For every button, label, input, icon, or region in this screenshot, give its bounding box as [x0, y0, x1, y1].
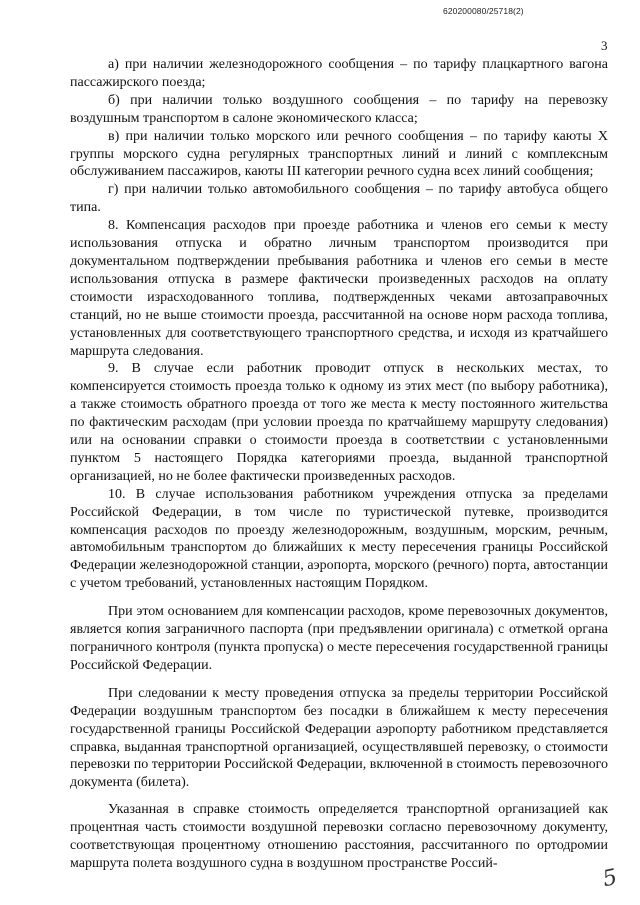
page-number: 3	[601, 38, 608, 53]
list-item-a: а) при наличии железнодорожного сообщения – по тарифу плацкартного вагона пассажирского поезда;	[70, 57, 608, 90]
document-body	[70, 56, 608, 873]
list-item-c: в) при наличии только морского или речного сообщения – по тарифу каюты X группы морского судна регулярных транспортных линий и линий с комплексным обслуживанием пассажиров, каюты III категории речного судна всех линий сообщения;	[70, 128, 608, 180]
paragraph-8: 8. Компенсация расходов при проезде работника и членов его семьи к месту использования отпуска и обратно личным транспортом производится при документальном подтверждении пребывания работника и членов его семьи в месте использования отпуска в размере фактически произведенных расходов на оплату стоимости израсходованного топлива, подтвержденных чеками автозаправочных станций, но не выше стоимости проезда, рассчитанной на основе норм расхода топлива, установленных для соответствующего транспортного средства, и исходя из кратчайшего маршрута следования.	[70, 218, 608, 359]
paragraph-cost-calculation: Указанная в справке стоимость определяется транспортной организацией как процентная часть стоимости воздушной перевозки согласно перевозочному документу, соответствующая процентному отношению расстояния, рассчитанного по ортодромии маршрута полета воздушного судна в воздушном пространстве Россий-	[70, 802, 608, 871]
document-code: 620200080/25718(2)	[443, 6, 524, 16]
paragraph-air-travel: При следовании к месту проведения отпуска за пределы территории Российской Федерации воздушным транспортом без посадки в ближайшем к месту пересечения государственной границы Российской Федерации аэропорту работником представляется справка, выданная транспортной организацией, осуществлявшей перевозку, о стоимости перевозки по территории Российской Федерации, включенной в стоимость перевозочного документа (билета).	[70, 685, 608, 791]
paragraph-basis: При этом основанием для компенсации расходов, кроме перевозочных документов, является копия заграничного паспорта (при предъявлении оригинала) с отметкой органа пограничного контроля (пункта пропуска) о месте пересечения государственной границы Российской Федерации.	[70, 604, 608, 673]
paragraph-9: 9. В случае если работник проводит отпуск в нескольких местах, то компенсируется стоимость проезда только к одному из этих мест (по выбору работника), а также стоимость обратного проезда от того же места к месту постоянного жительства по фактическим расходам (при условии проезда по кратчайшему маршруту следования) или на основании справки о стоимости проезда в соответствии с установленными пунктом 5 настоящего Порядка категориями проезда, выданной транспортной организацией, но не более фактически произведенных расходов.	[70, 361, 608, 484]
handwritten-page-mark: 5	[600, 864, 620, 893]
list-item-d: г) при наличии только автомобильного сообщения – по тарифу автобуса общего типа.	[70, 182, 608, 216]
list-item-b: б) при наличии только воздушного сообщения – по тарифу на перевозку воздушным транспортом в салоне экономического класса;	[70, 92, 608, 126]
paragraph-10: 10. В случае использования работником учреждения отпуска за пределами Российской Федерации, в том числе по туристической путевке, производится компенсация расходов по проезду железнодорожным, воздушным, морским, речным, автомобильным транспортом до ближайших к месту пересечения границы Российской Федерации железнодорожной станции, аэропорта, морского (речного) порта, автостанции с учетом требований, установленных настоящим Порядком.	[70, 486, 608, 592]
